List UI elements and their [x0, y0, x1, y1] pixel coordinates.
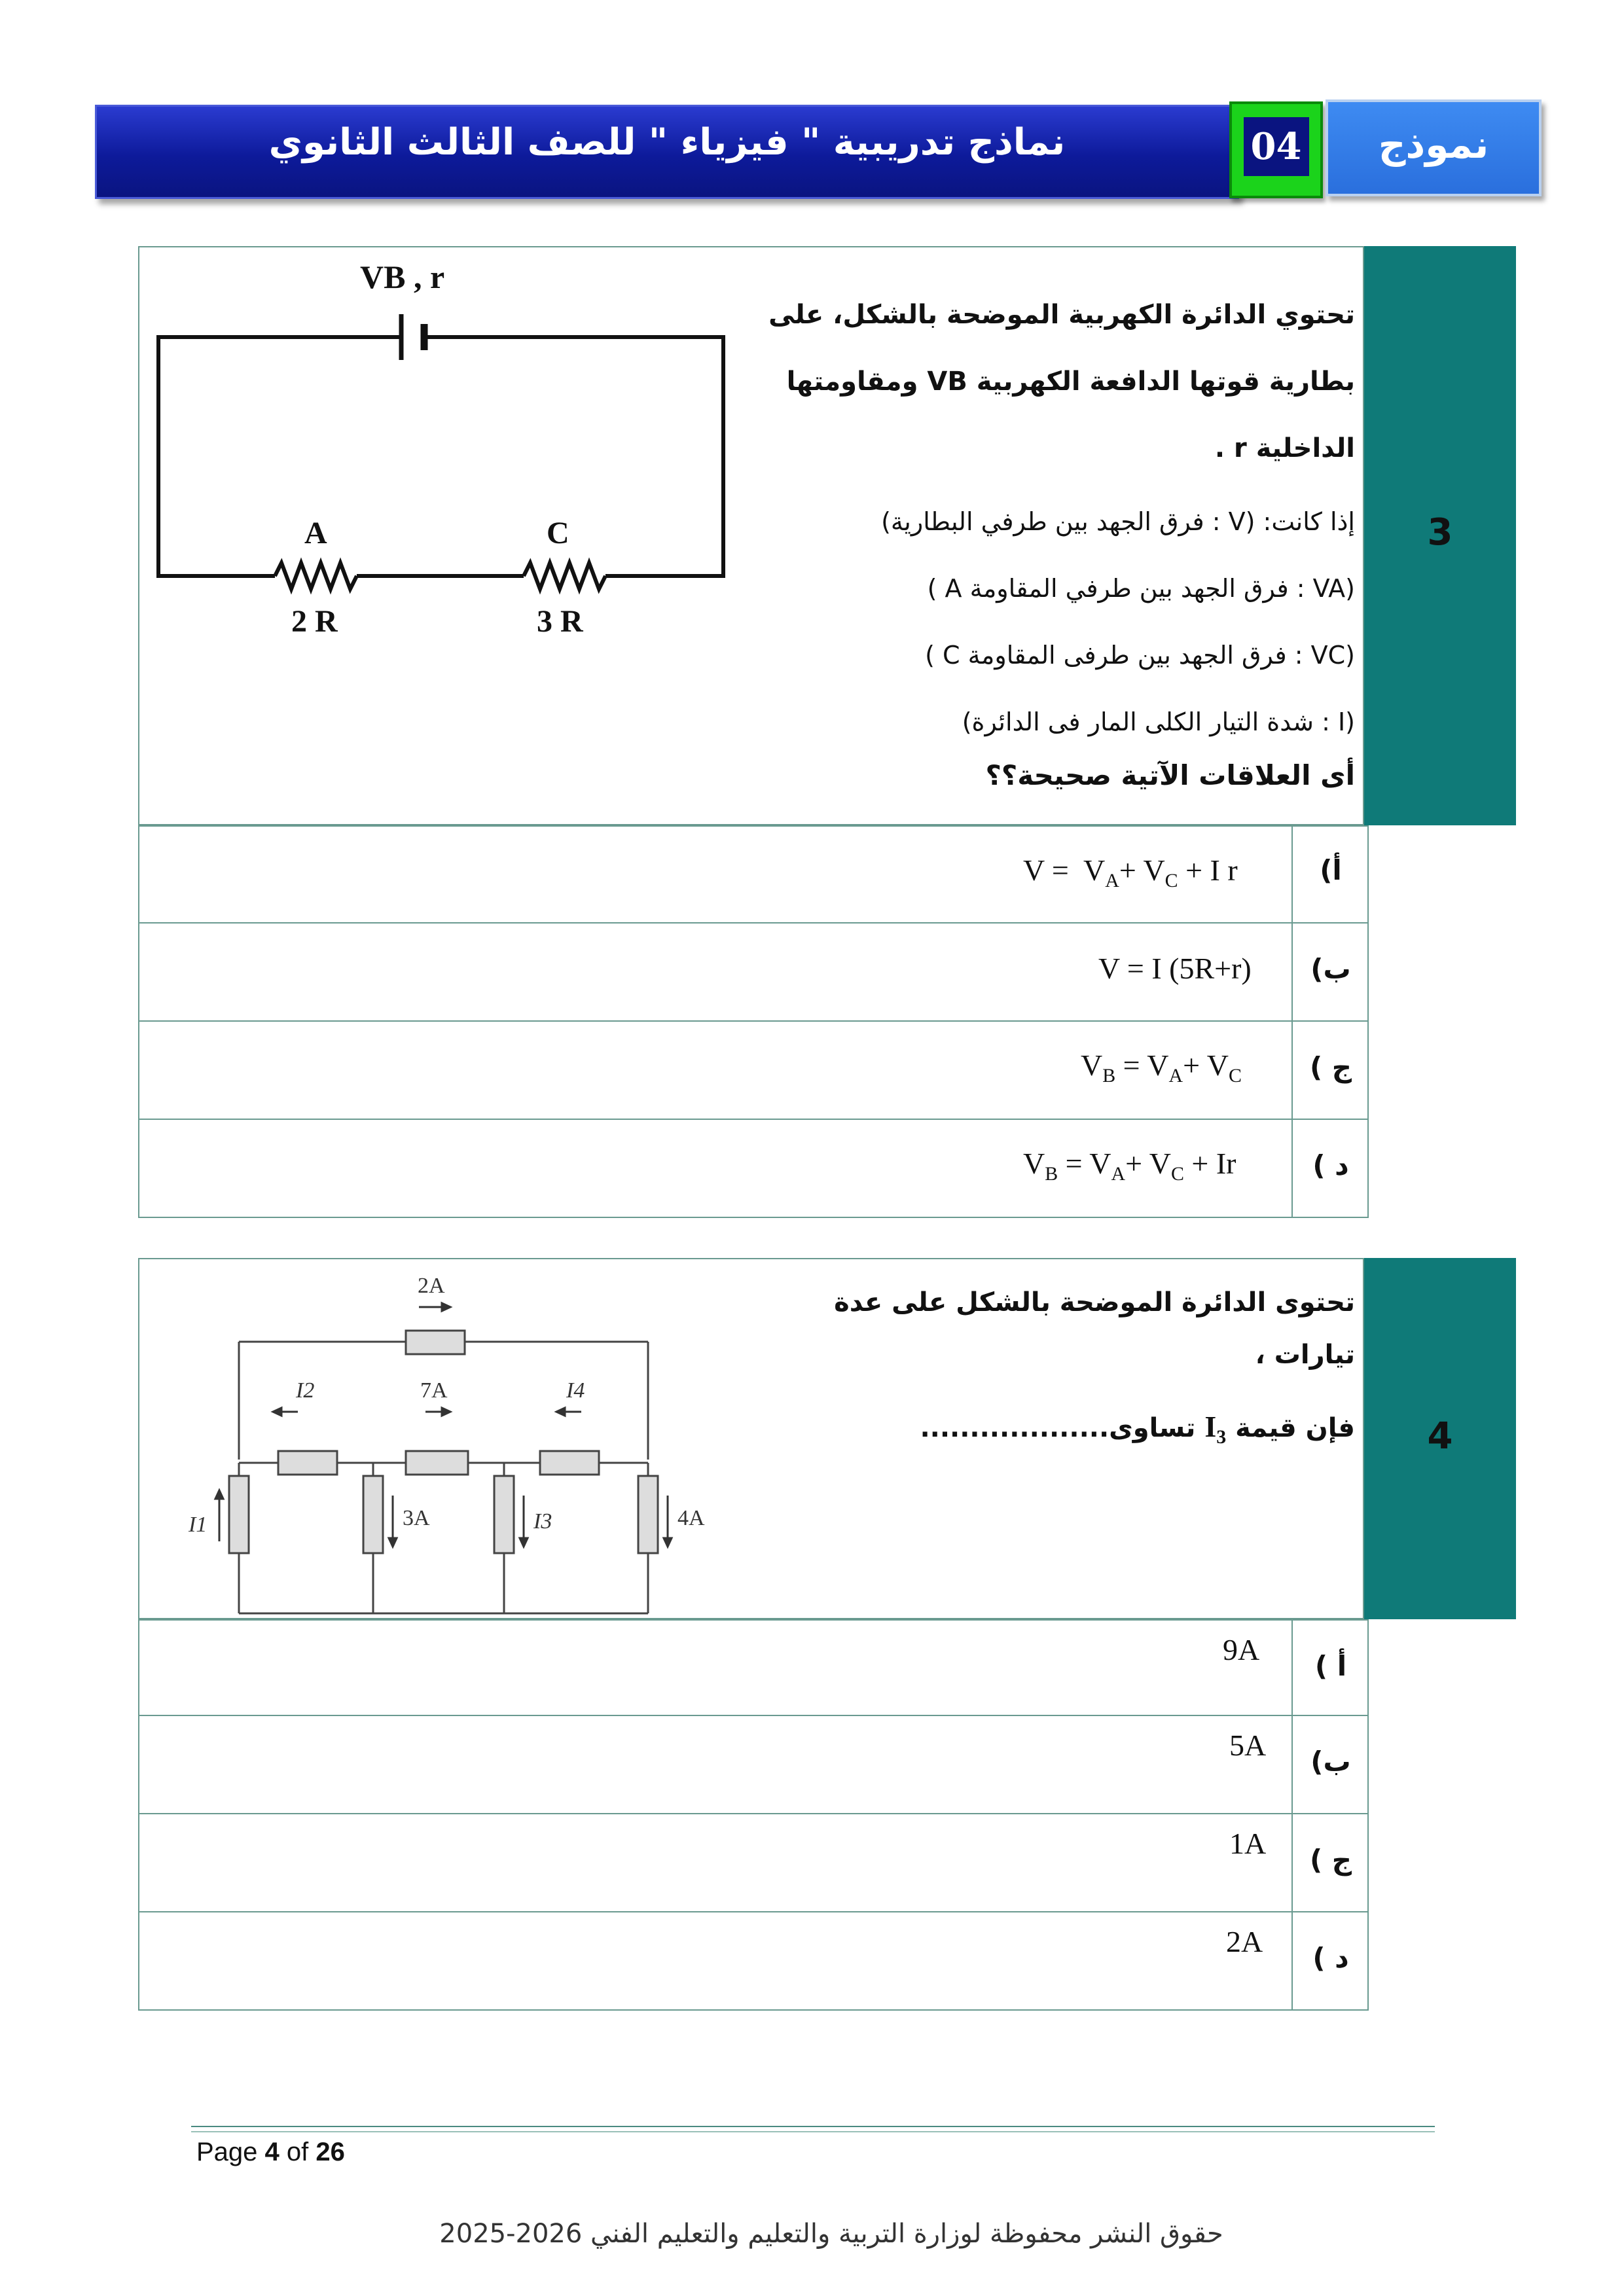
page-total: 26 [316, 2138, 345, 2166]
res-c-value: 3 R [537, 604, 583, 639]
q4-label-i4: I4 [566, 1378, 585, 1403]
q3-line-3: الداخلية r . [1214, 433, 1355, 463]
model-number: 04 [1244, 117, 1309, 176]
question-3-conditions [753, 488, 1355, 755]
divider [1291, 1716, 1293, 1813]
q4-line-1: تحتوى الدائرة الموضحة بالشكل على عدة تيارات ، [834, 1287, 1355, 1370]
model-number-badge [1229, 101, 1323, 198]
page-of: of [279, 2138, 316, 2166]
q4-label-3a: 3A [403, 1506, 430, 1530]
divider [1291, 1120, 1293, 1217]
footer-divider [191, 2126, 1435, 2132]
question-3-prompt: أى العلاقات الآتية صحيحة؟؟ [985, 759, 1355, 791]
q3-option-c-letter: ج ) [1309, 1051, 1352, 1083]
q4-label-i1: I1 [189, 1513, 208, 1537]
q4-option-d-letter: د ) [1312, 1942, 1349, 1974]
question-3-number: 3 [1427, 511, 1453, 554]
q3-option-d-letter: د ) [1312, 1149, 1349, 1181]
q3-option-a-letter: أ) [1320, 854, 1342, 886]
divider [1291, 1814, 1293, 1911]
q3-option-c[interactable] [138, 1020, 1369, 1120]
q4-label-top-current: 2A [418, 1274, 445, 1298]
q3-line-2: بطارية قوتها الدافعة الكهربية VB ومقاومتها [786, 367, 1355, 397]
q4-label-4a: 4A [677, 1506, 705, 1530]
divider [1291, 1022, 1293, 1119]
q3-option-c-text: $V_B = V_A+ V_C$ [1081, 1049, 1242, 1087]
q3-option-d-text: $V_B = V_A+ V_C + Ir$ [1023, 1147, 1236, 1185]
q3-line-1: تحتوي الدائرة الكهربية الموضحة بالشكل، على [768, 300, 1355, 330]
page-current: 4 [264, 2138, 280, 2166]
q4-option-d-text: 2A [1226, 1925, 1263, 1958]
q3-condition-1: إذا كانت: (V : فرق الجهد بين طرفي البطارية) [881, 507, 1355, 536]
q3-option-d[interactable] [138, 1119, 1369, 1218]
page-number [196, 2138, 345, 2167]
divider [1291, 1912, 1293, 2009]
q4-option-b[interactable] [138, 1715, 1369, 1814]
res-c-label: C [547, 516, 569, 550]
q4-circuit-figure [177, 1260, 733, 1617]
q4-line-2: فإن قيمة $I_3$ تساوى................... [920, 1410, 1355, 1448]
header-banner [95, 105, 1239, 199]
q4-option-c-letter: ج ) [1309, 1844, 1352, 1876]
q4-option-b-text: 5A [1229, 1729, 1267, 1762]
q3-circuit-figure [151, 259, 740, 651]
question-3-number-cell [1364, 246, 1516, 825]
question-4-number-cell [1364, 1258, 1516, 1619]
q4-label-i2: I2 [296, 1378, 315, 1403]
divider [1291, 1621, 1293, 1715]
battery-label: VB , r [360, 259, 445, 295]
q4-option-b-letter: ب) [1310, 1746, 1351, 1778]
res-a-label: A [304, 516, 327, 550]
res-a-value: 2 R [291, 604, 338, 639]
model-label: نموذج [1326, 99, 1542, 196]
q3-condition-3: (VC : فرق الجهد بين طرفى المقاومة C ) [925, 641, 1355, 670]
divider [1291, 827, 1293, 922]
q4-option-a[interactable] [138, 1619, 1369, 1716]
question-3-stem [753, 281, 1355, 482]
page-prefix: Page [196, 2138, 265, 2166]
header-title: نماذج تدريبية " فيزياء " للصف الثالث الثانوي [268, 121, 1066, 164]
q3-condition-2: (VA : فرق الجهد بين طرفي المقاومة A ) [927, 574, 1355, 603]
q4-label-i3: I3 [533, 1509, 552, 1534]
q4-option-c-text: 1A [1229, 1827, 1267, 1860]
q4-option-c[interactable] [138, 1813, 1369, 1912]
copyright-notice: حقوق النشر محفوظة لوزارة التربية والتعليم والتعليم الفني 2026-2025 [439, 2219, 1223, 2249]
q3-option-b[interactable] [138, 922, 1369, 1022]
question-4-number: 4 [1427, 1415, 1453, 1458]
q4-option-a-text: 9A [1223, 1633, 1260, 1666]
divider [1291, 924, 1293, 1020]
q3-option-a[interactable] [138, 825, 1369, 924]
q4-option-a-letter: أ ) [1314, 1650, 1347, 1682]
q3-condition-4: (I : شدة التيار الكلى المار فى الدائرة) [962, 708, 1355, 736]
q3-option-b-letter: ب) [1310, 953, 1351, 985]
q3-option-b-text: V = I (5R+r) [1098, 952, 1252, 985]
q4-label-mid-current: 7A [420, 1378, 448, 1403]
q4-option-d[interactable] [138, 1911, 1369, 2011]
q3-option-a-text: $V = V_A+ V_C + I$ r [1023, 853, 1238, 892]
